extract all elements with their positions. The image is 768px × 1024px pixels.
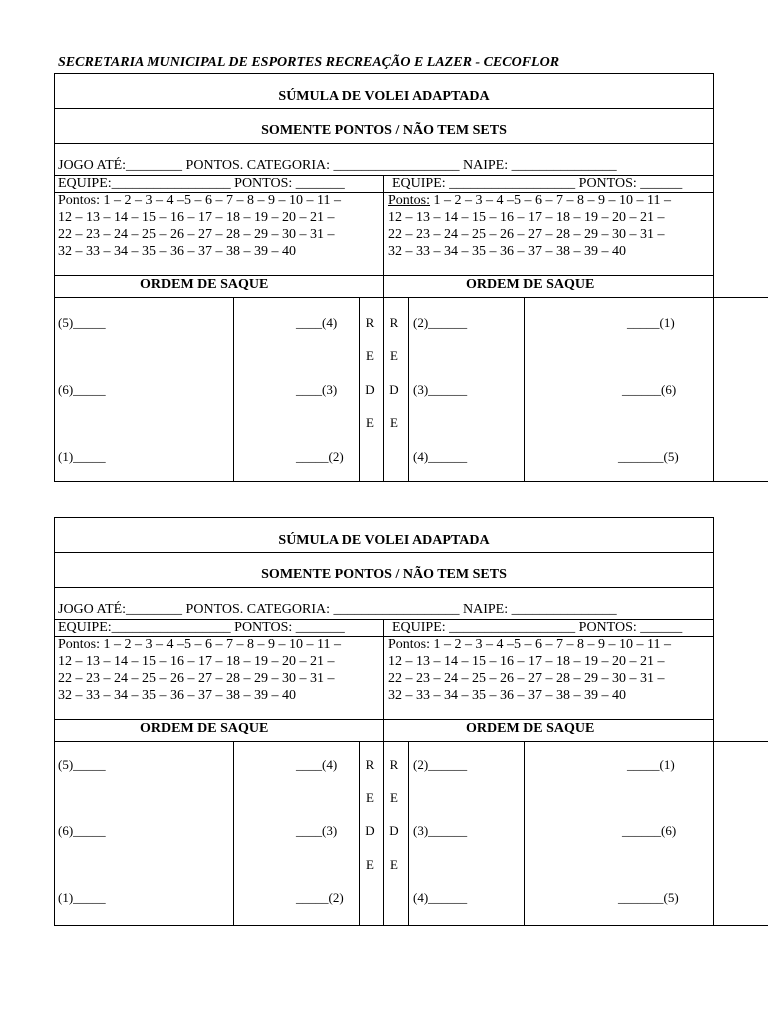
- form-subtitle: SOMENTE PONTOS / NÃO TEM SETS: [261, 567, 507, 582]
- points-line-1: 1 – 2 – 3 – 4 –5 – 6 – 7 – 8 – 9 – 10 – 11 –: [430, 193, 671, 208]
- rede-letter: E: [366, 415, 374, 430]
- points-right: [388, 636, 671, 704]
- rede-letter: R: [389, 757, 399, 772]
- slot-3-right[interactable]: (3)______: [413, 382, 468, 397]
- slot-5-right[interactable]: _______(5): [618, 890, 679, 905]
- points-right: [388, 192, 671, 260]
- slot-3-left[interactable]: ____(3): [296, 382, 338, 397]
- slot-4-left[interactable]: ____(4): [296, 757, 338, 772]
- points-line-3: 22 – 23 – 24 – 25 – 26 – 27 – 28 – 29 – 30 – 31 –: [58, 671, 335, 686]
- slot-4-right[interactable]: (4)______: [413, 890, 468, 905]
- form-subtitle: SOMENTE PONTOS / NÃO TEM SETS: [261, 123, 507, 138]
- slot-5-right[interactable]: _______(5): [618, 449, 679, 464]
- page-header: SECRETARIA MUNICIPAL DE ESPORTES RECREAÇÃO E LAZER - CECOFLOR: [58, 55, 560, 70]
- points-line-1: 1 – 2 – 3 – 4 –5 – 6 – 7 – 8 – 9 – 10 – 11 –: [430, 637, 671, 652]
- rede-letter: D: [389, 382, 399, 397]
- equipe-right[interactable]: EQUIPE: __________________ PONTOS: ______: [392, 620, 683, 635]
- points-label: Pontos:: [388, 193, 431, 208]
- form-title: SÚMULA DE VOLEI ADAPTADA: [278, 89, 490, 104]
- points-line-4: 32 – 33 – 34 – 35 – 36 – 37 – 38 – 39 – 40: [58, 244, 296, 259]
- slot-2-right[interactable]: (2)______: [413, 315, 468, 330]
- points-line-4: 32 – 33 – 34 – 35 – 36 – 37 – 38 – 39 – 40: [388, 688, 626, 703]
- slot-5-left[interactable]: (5)_____: [58, 757, 106, 772]
- jogo-row[interactable]: JOGO ATÉ:________ PONTOS. CATEGORIA: __________________ NAIPE: _______________: [58, 158, 617, 173]
- rede-letter: E: [366, 348, 374, 363]
- points-line-1: 1 – 2 – 3 – 4 –5 – 6 – 7 – 8 – 9 – 10 – 11 –: [100, 193, 341, 208]
- slot-6-left[interactable]: (6)_____: [58, 823, 106, 838]
- slot-5-left[interactable]: (5)_____: [58, 315, 106, 330]
- rede-letter: E: [366, 857, 374, 872]
- ordem-saque-left: ORDEM DE SAQUE: [140, 277, 269, 292]
- rede-letter: E: [390, 790, 398, 805]
- equipe-left[interactable]: EQUIPE:_________________ PONTOS: _______: [58, 176, 345, 191]
- slot-6-right[interactable]: ______(6): [622, 382, 677, 397]
- ordem-saque-left: ORDEM DE SAQUE: [140, 721, 269, 736]
- slot-4-right[interactable]: (4)______: [413, 449, 468, 464]
- equipe-right[interactable]: EQUIPE: __________________ PONTOS: ______: [392, 176, 683, 191]
- rede-letter: E: [390, 857, 398, 872]
- rede-letter: E: [390, 415, 398, 430]
- points-line-2: 12 – 13 – 14 – 15 – 16 – 17 – 18 – 19 – 20 – 21 –: [58, 210, 335, 225]
- slot-1-right[interactable]: _____(1): [627, 757, 675, 772]
- points-line-3: 22 – 23 – 24 – 25 – 26 – 27 – 28 – 29 – 30 – 31 –: [58, 227, 335, 242]
- rede-letter: R: [365, 757, 375, 772]
- points-line-1: 1 – 2 – 3 – 4 –5 – 6 – 7 – 8 – 9 – 10 – 11 –: [100, 637, 341, 652]
- rede-letter: E: [366, 790, 374, 805]
- slot-3-right[interactable]: (3)______: [413, 823, 468, 838]
- points-label: Pontos:: [388, 637, 431, 652]
- slot-1-left[interactable]: (1)_____: [58, 449, 106, 464]
- points-line-2: 12 – 13 – 14 – 15 – 16 – 17 – 18 – 19 – 20 – 21 –: [58, 654, 335, 669]
- slot-1-right[interactable]: _____(1): [627, 315, 675, 330]
- points-line-2: 12 – 13 – 14 – 15 – 16 – 17 – 18 – 19 – 20 – 21 –: [388, 210, 665, 225]
- slot-6-right[interactable]: ______(6): [622, 823, 677, 838]
- slot-2-left[interactable]: _____(2): [296, 449, 344, 464]
- points-label: Pontos:: [58, 193, 101, 208]
- rede-letter: E: [390, 348, 398, 363]
- points-line-3: 22 – 23 – 24 – 25 – 26 – 27 – 28 – 29 – 30 – 31 –: [388, 671, 665, 686]
- points-line-2: 12 – 13 – 14 – 15 – 16 – 17 – 18 – 19 – 20 – 21 –: [388, 654, 665, 669]
- form-title: SÚMULA DE VOLEI ADAPTADA: [278, 533, 490, 548]
- points-line-3: 22 – 23 – 24 – 25 – 26 – 27 – 28 – 29 – 30 – 31 –: [388, 227, 665, 242]
- slot-3-left[interactable]: ____(3): [296, 823, 338, 838]
- rede-letter: D: [389, 823, 399, 838]
- equipe-left[interactable]: EQUIPE:_________________ PONTOS: _______: [58, 620, 345, 635]
- slot-2-right[interactable]: (2)______: [413, 757, 468, 772]
- rede-letter: R: [389, 315, 399, 330]
- rede-letter: R: [365, 315, 375, 330]
- points-left: [58, 192, 341, 260]
- ordem-saque-right: ORDEM DE SAQUE: [466, 277, 595, 292]
- slot-1-left[interactable]: (1)_____: [58, 890, 106, 905]
- slot-6-left[interactable]: (6)_____: [58, 382, 106, 397]
- jogo-row[interactable]: JOGO ATÉ:________ PONTOS. CATEGORIA: __________________ NAIPE: _______________: [58, 602, 617, 617]
- ordem-saque-right: ORDEM DE SAQUE: [466, 721, 595, 736]
- rede-letter: D: [365, 823, 375, 838]
- points-line-4: 32 – 33 – 34 – 35 – 36 – 37 – 38 – 39 – 40: [388, 244, 626, 259]
- points-left: [58, 636, 341, 704]
- rede-letter: D: [365, 382, 375, 397]
- slot-2-left[interactable]: _____(2): [296, 890, 344, 905]
- slot-4-left[interactable]: ____(4): [296, 315, 338, 330]
- points-line-4: 32 – 33 – 34 – 35 – 36 – 37 – 38 – 39 – 40: [58, 688, 296, 703]
- points-label: Pontos:: [58, 637, 101, 652]
